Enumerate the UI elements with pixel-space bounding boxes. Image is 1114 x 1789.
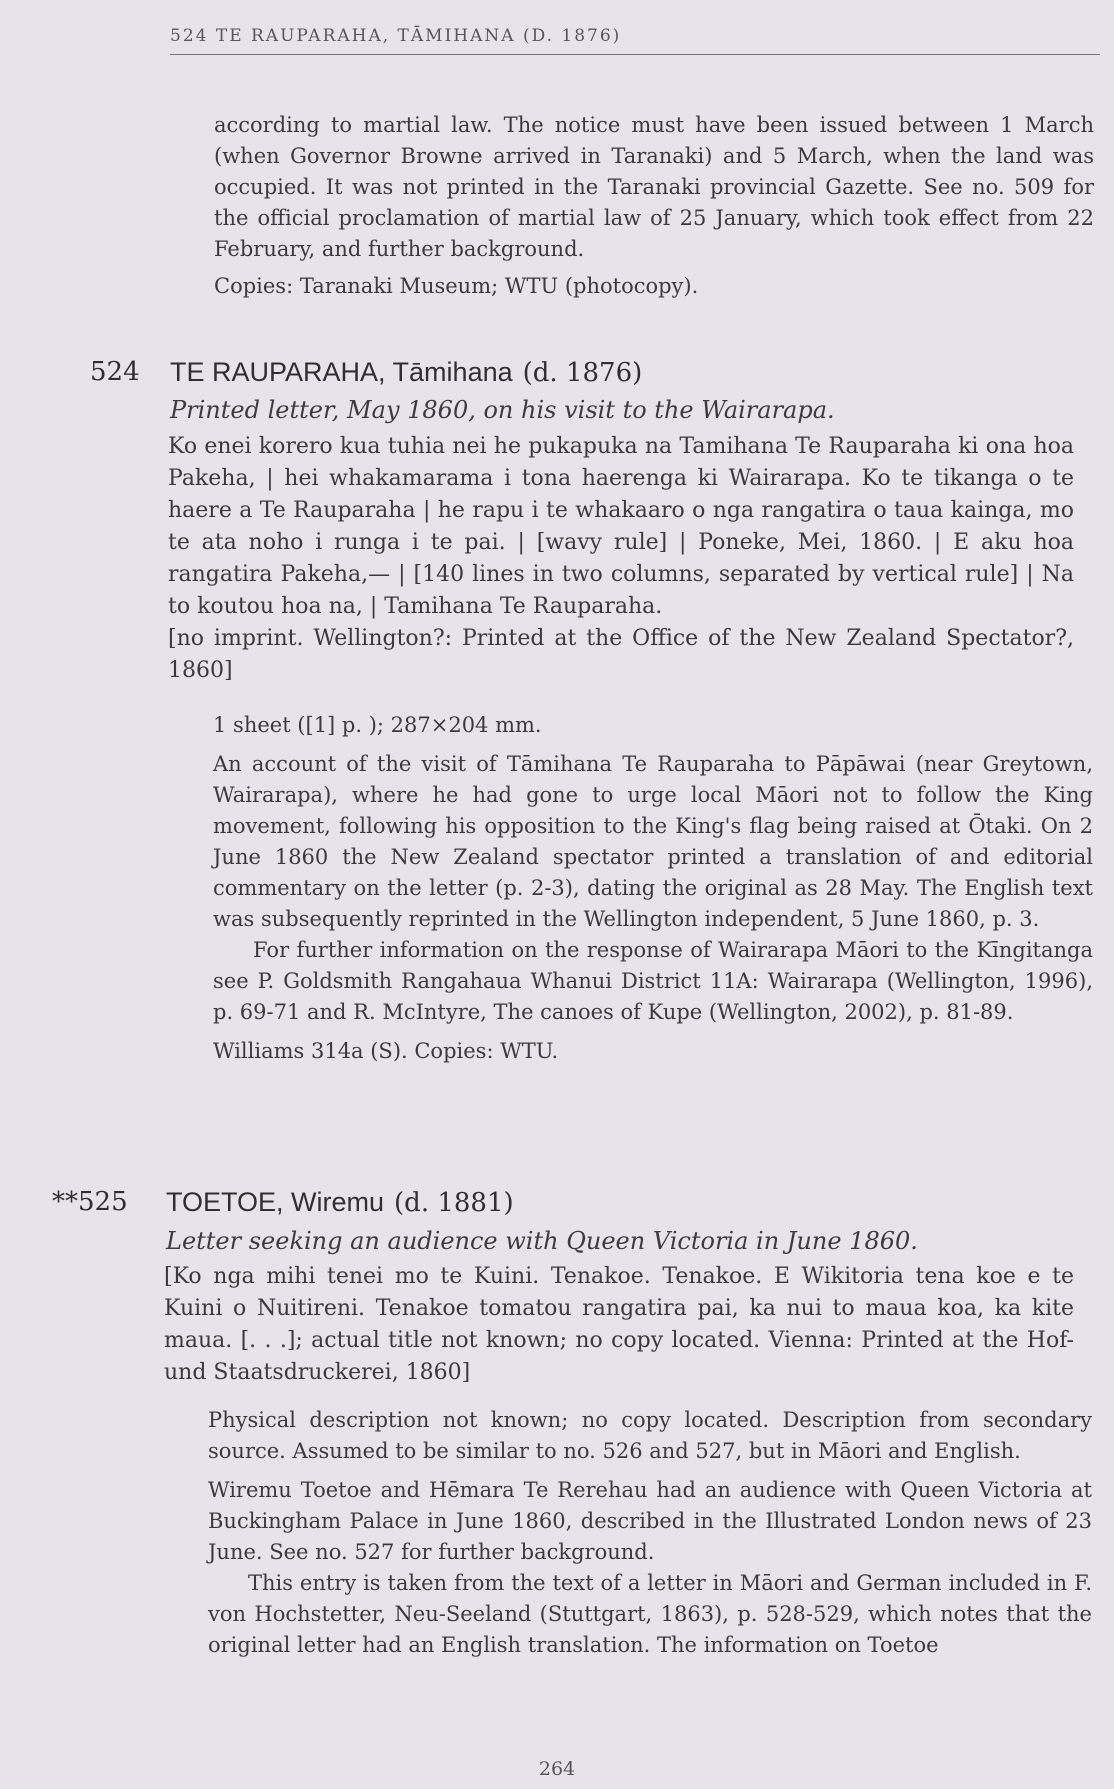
note-1-524: An account of the visit of Tāmihana Te Rauparaha to Pāpāwai (near Greytown, Wairarapa), where he had gone to urge local Māori not to follow the King movement, following his opposition to the King's flag being raised at Ōtaki. On 2 June 1860 the New Zealand spectator printed a translation of and editorial commentary on the letter (p. 2-3), dating the original as 28 May. The English text was subsequently reprinted in the Wellington independent, 5 June 1860, p. 3. [213, 752, 1093, 931]
entry-subtitle-525: Letter seeking an audience with Queen Victoria in June 1860. [166, 1227, 918, 1255]
note-2-525: This entry is taken from the text of a letter in Māori and German included in F. von Hochstetter, Neu-Seeland (Stuttgart, 1863), p. 528-529, which notes that the original letter had an English translation. The information on Toetoe [208, 1571, 1092, 1657]
entry-transcription-525 [164, 1261, 1074, 1389]
entry-transcription-524 [168, 431, 1074, 687]
page-number: 264 [538, 1758, 576, 1780]
prev-entry-continuation [214, 110, 1094, 302]
references-524: Williams 314a (S). Copies: WTU. [213, 1039, 559, 1063]
entry-name-524: TE RAUPARAHA, Tāmihana [170, 357, 513, 387]
transcription-text-524: Ko enei korero kua tuhia nei he pukapuka na Tamihana Te Rauparaha ki ona hoa Pakeha, | hei whakamarama i tona haerenga ki Wairarapa. Ko te tikanga o te haere a Te Rauparaha | he rapu i te whakaaro o nga rangatira o taua kainga, mo te ata noho i runga i te pai. | [wavy rule] | Poneke, Mei, 1860. | E aku hoa rangatira Pakeha,— | [140 lines in two columns, separated by vertical rule] | Na to koutou hoa na, | Tamihana Te Rauparaha. [168, 434, 1074, 619]
entry-date-524: (d. 1876) [522, 358, 643, 388]
entry-subtitle-524: Printed letter, May 1860, on his visit to the Wairarapa. [170, 396, 835, 424]
physical-description-525: Physical description not known; no copy located. Description from secondary source. Assumed to be similar to no. 526 and 527, but in Māori and English. [208, 1408, 1092, 1463]
prev-entry-body: according to martial law. The notice must have been issued between 1 March (when Governor Browne arrived in Taranaki) and 5 March, when the land was occupied. It was not printed in the Taranaki provincial Gazette. See no. 509 for the official proclamation of martial law of 25 January, which took effect from 22 February, and further background. [214, 113, 1094, 261]
imprint-text-524: [no imprint. Wellington?: Printed at the Office of the New Zealand Spectator?, 1860] [168, 626, 1074, 683]
entry-heading-524 [170, 357, 642, 388]
entry-date-525: (d. 1881) [394, 1188, 514, 1218]
entry-name-525: TOETOE, Wiremu [166, 1187, 385, 1217]
entry-number-525: **525 [52, 1187, 128, 1217]
entry-heading-525 [166, 1187, 514, 1218]
running-head: 524 TE RAUPARAHA, TĀMIHANA (D. 1876) [170, 26, 1100, 55]
entry-number-524: 524 [90, 357, 140, 387]
physical-description-524: 1 sheet ([1] p. ); 287×204 mm. [213, 713, 542, 737]
entry-notes-525 [208, 1405, 1092, 1661]
entry-notes-524 [213, 710, 1093, 1067]
note-2-524: For further information on the response of Wairarapa Māori to the Kīngitanga see P. Goldsmith Rangahaua Whanui District 11A: Wairarapa (Wellington, 1996), p. 69-71 and R. McIntyre, The canoes of Kupe (Wellington, 2002), p. 81-89. [213, 938, 1093, 1024]
transcription-text-525: [Ko nga mihi tenei mo te Kuini. Tenakoe. Tenakoe. E Wikitoria tena koe e te Kuini o Nuitireni. Tenakoe tomatou rangatira pai, ka nui to maua koa, ka kite maua. [. . .]; actual title not known; no copy located. Vienna: Printed at the Hof- und Staatsdruckerei, 1860] [164, 1264, 1074, 1385]
prev-entry-copies: Copies: Taranaki Museum; WTU (photocopy). [214, 274, 699, 298]
note-1-525: Wiremu Toetoe and Hēmara Te Rerehau had an audience with Queen Victoria at Buckingham Palace in June 1860, described in the Illustrated London news of 23 June. See no. 527 for further background. [208, 1478, 1092, 1564]
